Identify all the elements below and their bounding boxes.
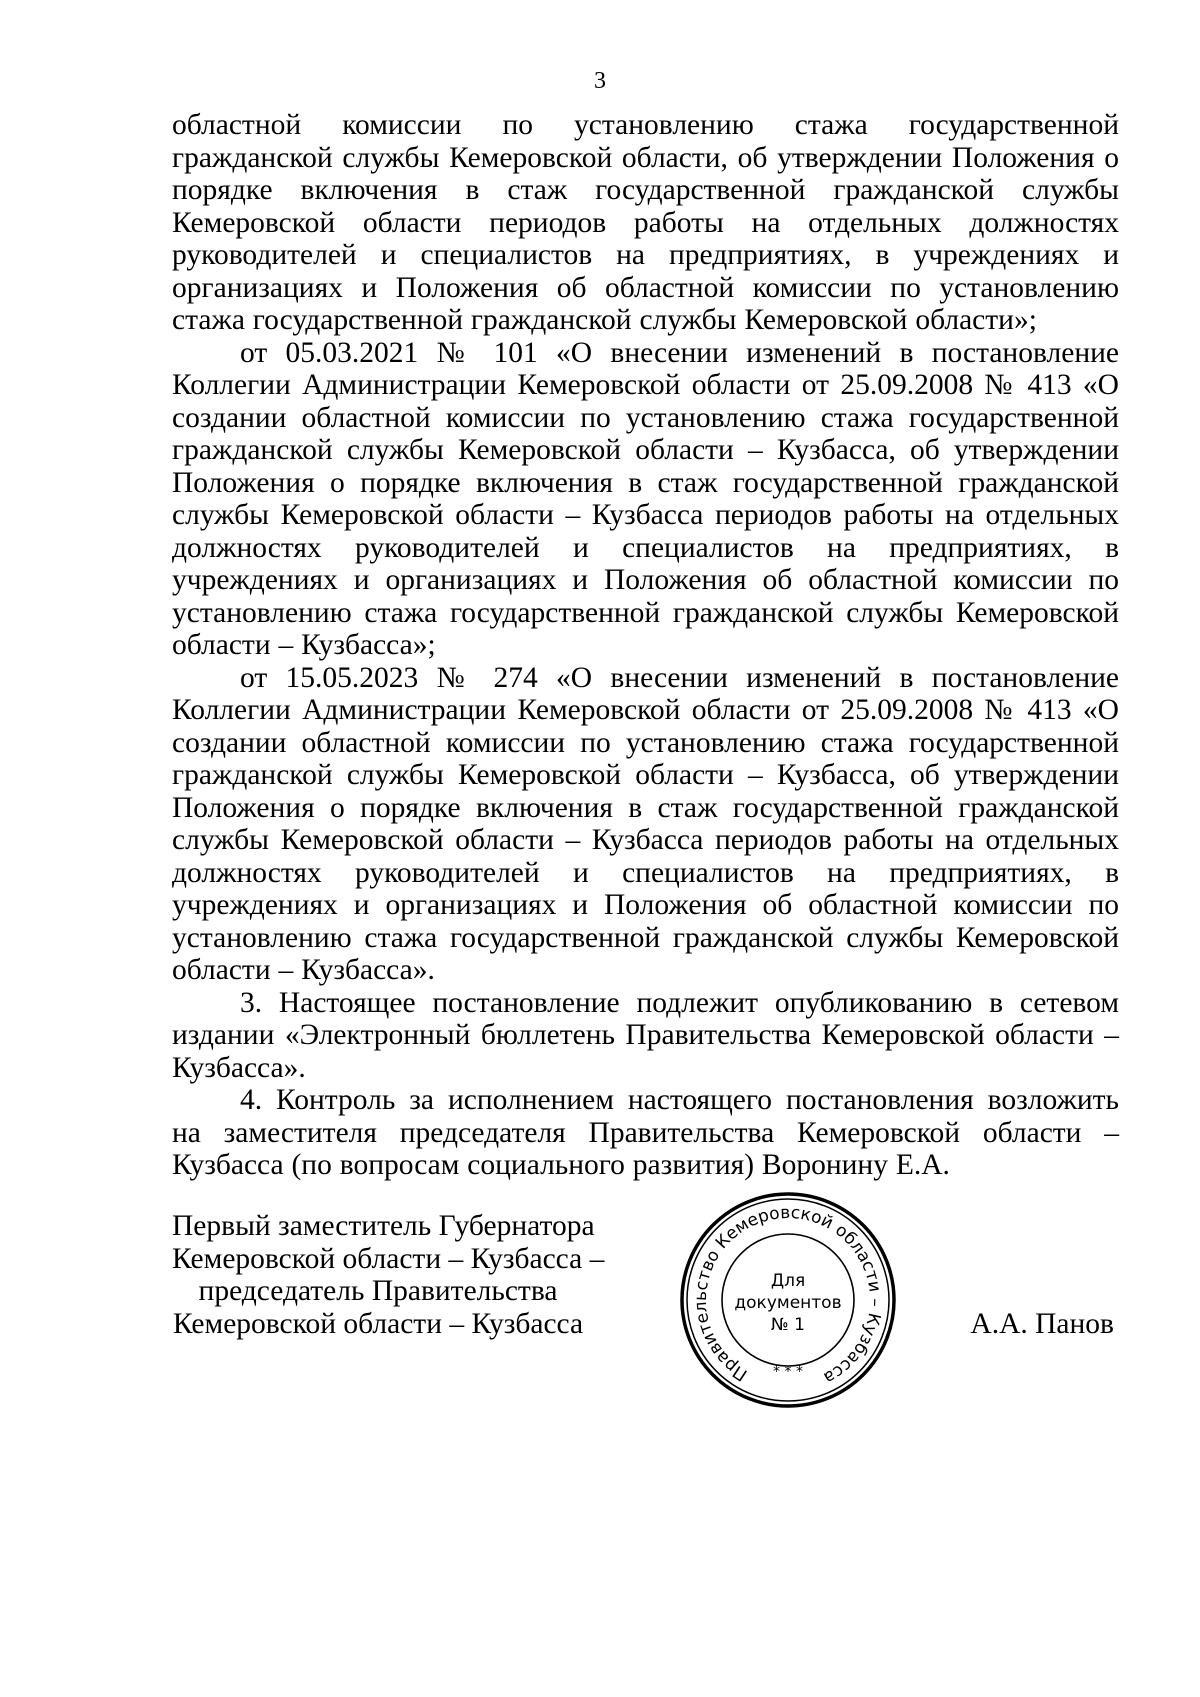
seal-ring-text: Правительство Кемеровской области – Кузбасса bbox=[690, 1202, 886, 1388]
signatory-name: А.А. Панов bbox=[970, 1308, 1114, 1340]
paragraph-4: 3. Настоящее постановление подлежит опубликованию в сетевом издании «Электронный бюллетень Правительства Кемеровской области – Кузбасса». bbox=[172, 986, 1119, 1084]
document-body bbox=[172, 109, 1119, 1182]
signatory-title bbox=[172, 1210, 605, 1340]
seal-center-line-2: документов bbox=[734, 1293, 842, 1313]
signatory-title-line: Первый заместитель Губернатора bbox=[172, 1210, 595, 1242]
paragraph-3: от 15.05.2023 № 274 «О внесении изменений в постановление Коллегии Администрации Кемеровской области от 25.09.2008 № 413 «О создании областной комиссии по установлению стажа государственной гражданской службы Кемеровской области – Кузбасса, об утверждении Положения о порядке включения в стаж государственной гражданской службы Кемеровской области – Кузбасса периодов работы на отдельных должностях руководителей и специалистов на предприятиях, в учреждениях и организациях и Положения об областной комиссии по установлению стажа государственной гражданской службы Кемеровской области – Кузбасса». bbox=[172, 661, 1119, 986]
signature-block bbox=[0, 1210, 1200, 1430]
signatory-title-line: Кемеровской области – Кузбасса bbox=[172, 1307, 584, 1340]
paragraph-1: областной комиссии по установлению стажа государственной гражданской службы Кемеровской области, об утверждении Положения о порядке включения в стаж государственной гражданской службы Кемеровской области периодов работы на отдельных должностях руководителей и специалистов на предприятиях, в учреждениях и организациях и Положения об областной комиссии по установлению стажа государственной гражданской службы Кемеровской области»; bbox=[172, 109, 1119, 336]
official-seal-graphic bbox=[678, 1190, 898, 1410]
official-seal bbox=[678, 1190, 898, 1410]
seal-center-line-1: Для bbox=[770, 1271, 806, 1291]
paragraph-5: 4. Контроль за исполнением настоящего постановления возложить на заместителя председателя Правительства Кемеровской области – Кузбасса (по вопросам социального развития) Воронину Е.А. bbox=[172, 1084, 1119, 1181]
seal-star-mark: * * * bbox=[773, 1364, 803, 1380]
signatory-title-line: Кемеровской области – Кузбасса – bbox=[172, 1242, 605, 1275]
signatory-title-line: председатель Правительства bbox=[198, 1275, 558, 1307]
page-number: 3 bbox=[594, 68, 606, 94]
seal-center-line-3: № 1 bbox=[771, 1315, 805, 1335]
paragraph-2: от 05.03.2021 № 101 «О внесении изменений в постановление Коллегии Администрации Кемеровской области от 25.09.2008 № 413 «О создании областной комиссии по установлению стажа государственной гражданской службы Кемеровской области – Кузбасса, об утверждении Положения о порядке включения в стаж государственной гражданской службы Кемеровской области – Кузбасса периодов работы на отдельных должностях руководителей и специалистов на предприятиях, в учреждениях и организациях и Положения об областной комиссии по установлению стажа государственной гражданской службы Кемеровской области – Кузбасса»; bbox=[172, 336, 1119, 661]
